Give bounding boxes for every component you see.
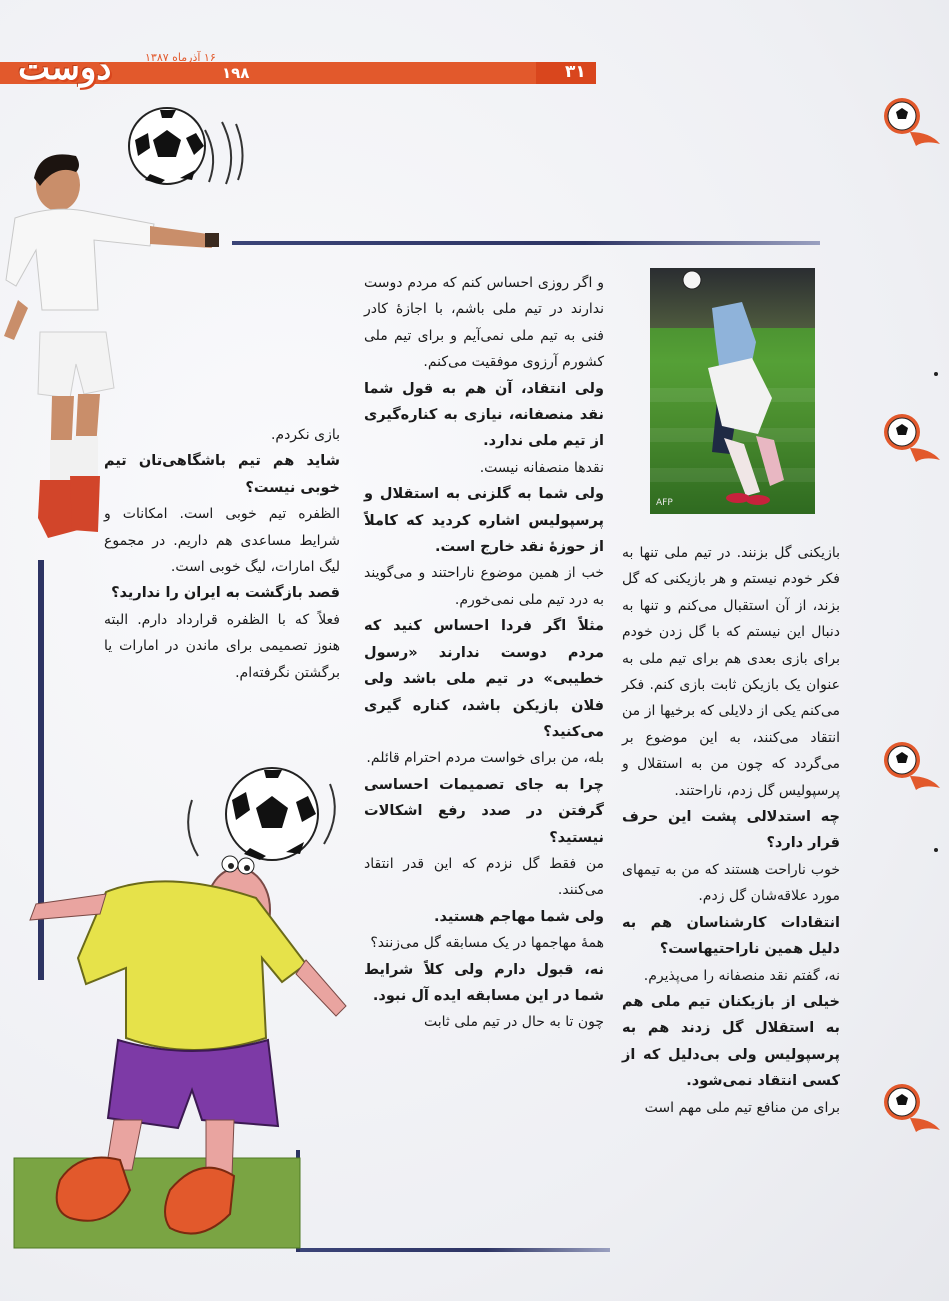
issue-date: ۱۶ آذرماه ۱۳۸۷ — [145, 51, 216, 64]
interview-answer: الظفره تیم خوبی است. امکانات و شرایط مساعدی هم داریم. در مجموع لیگ امارات، لیگ خوبی است. — [104, 506, 340, 576]
interview-question: مثلاً اگر فردا احساس کنید که مردم دوست ندارند «رسول خطیبی» در تیم ملی باشد ولی فلان بازیکن باشد، کناره گیری می‌کنید؟ — [364, 618, 604, 740]
interview-question: چه استدلالی پشت این حرف قرار دارد؟ — [622, 809, 840, 852]
interview-question: ولی انتقاد، آن هم به قول شما نقد منصفانه، نیازی به کناره‌گیری از تیم ملی ندارد. — [364, 380, 604, 450]
interview-answer: بازی نکردم. — [270, 427, 340, 443]
interview-question: چرا به جای تصمیمات احساسی گرفتن در صدد رفع اشکالات نیستید؟ — [364, 776, 604, 846]
match-photo — [650, 268, 815, 514]
interview-answer: چون تا به حال در تیم ملی ثابت — [423, 1014, 604, 1031]
top-rule — [232, 241, 820, 245]
interview-question: شاید هم تیم باشگاهی‌تان تیم خوبی نیست؟ — [104, 453, 340, 496]
interview-answer: نقدها منصفانه نیست. — [479, 459, 604, 476]
interview-question: ولی شما به گلزنی به استقلال و پرسپولیس اشاره کردید که کاملاً از حوزهٔ نقد خارج است. — [364, 486, 604, 556]
cartoon-illustration — [10, 760, 370, 1250]
interview-question: خیلی از بازیکنان تیم ملی هم به استقلال گل زدند هم به پرسپولیس ولی بی‌دلیل که از کسی انتقاد نمی‌شود. — [622, 993, 840, 1090]
page-number: ۳۱ — [565, 62, 586, 82]
interview-answer: من فقط گل نزدم که این قدر انتقاد می‌کنند. — [364, 855, 604, 899]
interview-answer: خوب ناراحت هستند که من به تیمهای مورد علاقه‌شان گل زدم. — [622, 861, 840, 905]
interview-answer: برای من منافع تیم ملی مهم است — [644, 1099, 840, 1116]
issue-number: ۱۹۸ — [222, 64, 250, 82]
interview-answer: همهٔ مهاجمها در یک مسابقه گل می‌زنند؟ — [370, 935, 604, 952]
interview-question: انتقادات کارشناسان هم به دلیل همین ناراحتیهاست؟ — [622, 914, 840, 958]
interview-question: ولی شما مهاجم هستید. — [433, 908, 604, 925]
fireball-soccer-icon — [880, 738, 942, 798]
interview-answer: بله، من برای خواست مردم احترام قائلم. — [366, 750, 604, 767]
interview-answer: بازیکنی گل بزنند. در تیم ملی تنها به فکر خودم نیستم و هر بازیکنی که گل بزند، از آن استقبال می‌کنم و تنها به دنبال این نیستم که با گل زدن خودم برای بازی بعدی هم برای تیم ملی به عنوان یک بازیکن ثابت بازی کنم. فکر می‌کنم یکی از دلایلی که برخیها از من انتقاد می‌کنند، به این موضوع بر می‌گردد که چون من به استقلال و پرسپولیس گل زدم، ناراحتند. — [622, 545, 840, 799]
fireball-soccer-icon — [880, 1080, 942, 1140]
interview-question: قصد بازگشت به ایران را ندارید؟ — [111, 585, 340, 602]
magazine-logo: دوست — [18, 48, 112, 88]
text-column-right — [622, 540, 840, 1121]
interview-question: نه، قبول دارم ولی کلاً شرایط شما در این مسابقه ایده آل نبود. — [364, 961, 604, 1004]
interview-answer: خب از همین موضوع ناراحتند و می‌گویند به درد تیم ملی نمی‌خورم. — [364, 565, 604, 608]
interview-answer: و اگر روزی احساس کنم که مردم دوست ندارند در تیم ملی باشم، با اجازهٔ کادر فنی به تیم ملی نمی‌آیم و برای تیم ملی کشورم آرزوی موفقیت می‌کنم. — [364, 275, 604, 371]
fireball-soccer-icon — [880, 94, 942, 154]
fireball-soccer-icon — [880, 410, 942, 470]
soccer-ball-icon — [129, 108, 205, 184]
text-column-middle — [364, 270, 604, 1036]
soccer-ball-icon — [226, 768, 318, 860]
photo-credit: AFP — [656, 498, 673, 508]
margin-dot — [934, 372, 938, 376]
text-column-left — [104, 422, 340, 686]
margin-dot — [934, 848, 938, 852]
interview-answer: نه، گفتم نقد منصفانه را می‌پذیرم. — [643, 967, 840, 984]
interview-answer: فعلاً که با الظفره قرارداد دارم. البته هنوز تصمیمی برای ماندن در امارات یا برگشتن نگرفته‌ام. — [104, 611, 340, 681]
